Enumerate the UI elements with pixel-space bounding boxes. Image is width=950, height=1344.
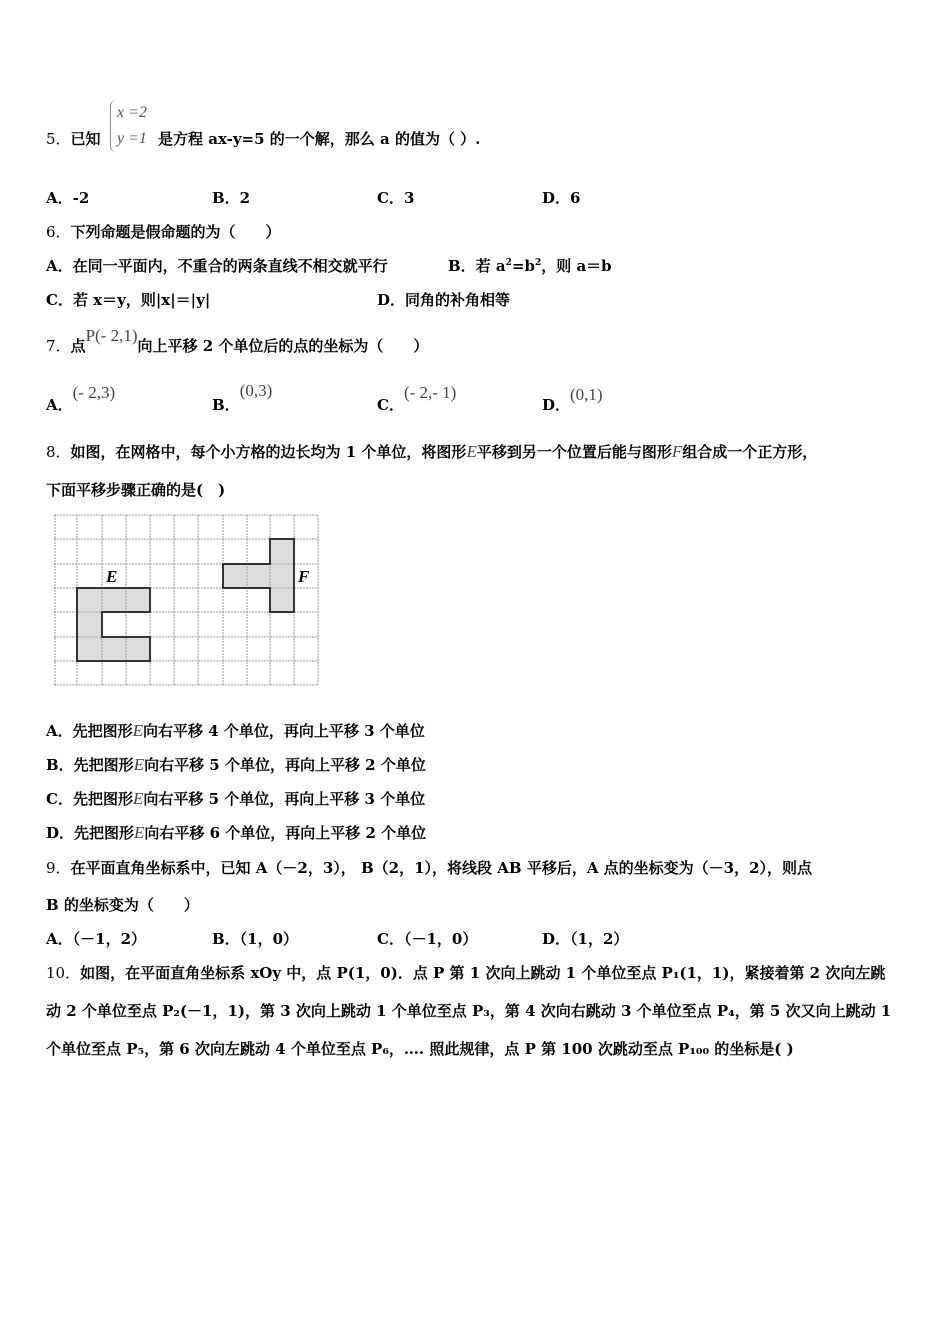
t: 点 <box>70 337 86 355</box>
q6-option-d: D．同角的补角相等 <box>377 291 511 309</box>
q9-option-a: A．（－1，2） <box>46 930 147 948</box>
q9-option-b: B．（1，0） <box>212 930 299 948</box>
q7-option-b <box>212 381 273 415</box>
q-number: 5． <box>46 130 71 148</box>
t: 2 <box>505 258 512 268</box>
q5-option-a: A．-2 <box>46 189 90 207</box>
q8-option-a <box>46 720 425 741</box>
t: B．若 a <box>448 257 506 275</box>
t: A．先把图形 <box>46 722 133 740</box>
t: D．先把图形 <box>46 824 135 842</box>
q6-option-c: C．若 x＝y，则|x|＝|y| <box>46 291 211 309</box>
q5-pre: 已知 <box>70 130 101 148</box>
label-e: E <box>106 567 118 586</box>
label-f: F <box>298 567 310 586</box>
t: 向上平移 2 个单位后的点的坐标为（ ） <box>137 337 429 355</box>
point-p: P(- 2,1) <box>85 326 138 345</box>
t: (0,1) <box>570 385 603 404</box>
eq-y: y =1 <box>117 130 147 147</box>
q9-option-c: C．（－1，0） <box>377 930 478 948</box>
t: =b <box>511 257 535 275</box>
t: D． <box>542 396 571 414</box>
q-number: 10． <box>46 964 81 982</box>
q7-option-d <box>542 385 603 415</box>
q9-line1 <box>46 857 812 878</box>
equation-system <box>110 100 147 152</box>
t: E <box>132 789 144 808</box>
grid-figure <box>48 510 324 692</box>
t: B． <box>212 396 240 414</box>
t: E <box>466 442 477 461</box>
t: 向右平移 4 个单位，再向上平移 3 个单位 <box>143 722 425 740</box>
q10-line1 <box>46 962 885 983</box>
q10-line3: 个单位至点 P₅，第 6 次向左跳动 4 个单位至点 P₆，…. 照此规律，点 P 第 100 次跳动至点 P₁₀₀ 的坐标是( ) <box>46 1040 794 1058</box>
t: (- 2,- 1) <box>403 383 457 402</box>
t: 在平面直角坐标系中，已知 A（－2，3）， B（2，1），将线段 AB 平移后，A 点的坐标变为（－3，2），则点 <box>70 859 813 877</box>
t: 平移到另一个位置后能与图形 <box>476 443 672 461</box>
t: C．先把图形 <box>46 790 133 808</box>
t: F <box>671 442 683 461</box>
q-number: 7． <box>46 337 71 355</box>
t: (0,3) <box>239 381 273 400</box>
t: ，则 a＝b <box>541 257 612 275</box>
q8-option-c <box>46 788 425 809</box>
q7-option-a <box>46 383 116 415</box>
t: E <box>132 721 144 740</box>
t: 向右平移 6 个单位，再向上平移 2 个单位 <box>144 824 427 842</box>
q-number: 8． <box>46 443 71 461</box>
shape-e <box>77 588 150 661</box>
q-number: 9． <box>46 859 71 877</box>
t: C． <box>377 396 404 414</box>
q9-option-d: D．（1，2） <box>542 930 629 948</box>
t: 向右平移 5 个单位，再向上平移 3 个单位 <box>143 790 426 808</box>
q5-option-b: B．2 <box>212 189 251 207</box>
q6-text: 下列命题是假命题的为（ ） <box>70 223 281 241</box>
q10-line2: 动 2 个单位至点 P₂(－1，1)，第 3 次向上跳动 1 个单位至点 P₃，第 4 次向右跳动 3 个单位至点 P₄，第 5 次又向上跳动 1 <box>46 1002 892 1020</box>
t: E <box>133 755 145 774</box>
shape-f <box>223 539 294 612</box>
t: 如图，在网格中，每个小方格的边长均为 1 个单位，将图形 <box>70 443 467 461</box>
q5-option-c: C．3 <box>377 189 415 207</box>
q5-post: 是方程 ax-y=5 的一个解，那么 a 的值为（ ）. <box>158 130 481 148</box>
t: B．先把图形 <box>46 756 134 774</box>
q6-option-b <box>448 255 612 276</box>
t: 如图，在平面直角坐标系 xOy 中，点 P(1，0)．点 P 第 1 次向上跳动 1 个单位至点 P₁(1，1)，紧接着第 2 次向左跳 <box>80 964 886 982</box>
t: E <box>134 823 145 842</box>
t: 向右平移 5 个单位，再向上平移 2 个单位 <box>144 756 426 774</box>
q-number: 6． <box>46 223 71 241</box>
q5-option-d: D．6 <box>542 189 581 207</box>
q8-option-d <box>46 822 426 843</box>
t: 组合成一个正方形， <box>682 443 818 461</box>
q7-option-c <box>377 383 457 415</box>
q8-line1 <box>46 441 817 462</box>
t: 2 <box>534 258 542 268</box>
q6-stem <box>46 221 281 242</box>
eq-x: x =2 <box>117 104 147 121</box>
q7-stem <box>46 326 429 356</box>
q8-option-b <box>46 754 426 775</box>
q9-line2: B 的坐标变为（ ） <box>46 896 199 914</box>
q8-line2: 下面平移步骤正确的是( ) <box>46 481 226 499</box>
q5-stem <box>46 128 101 149</box>
t: A． <box>46 396 73 414</box>
t: (- 2,3) <box>72 383 116 402</box>
q6-option-a: A．在同一平面内，不重合的两条直线不相交就平行 <box>46 257 388 275</box>
